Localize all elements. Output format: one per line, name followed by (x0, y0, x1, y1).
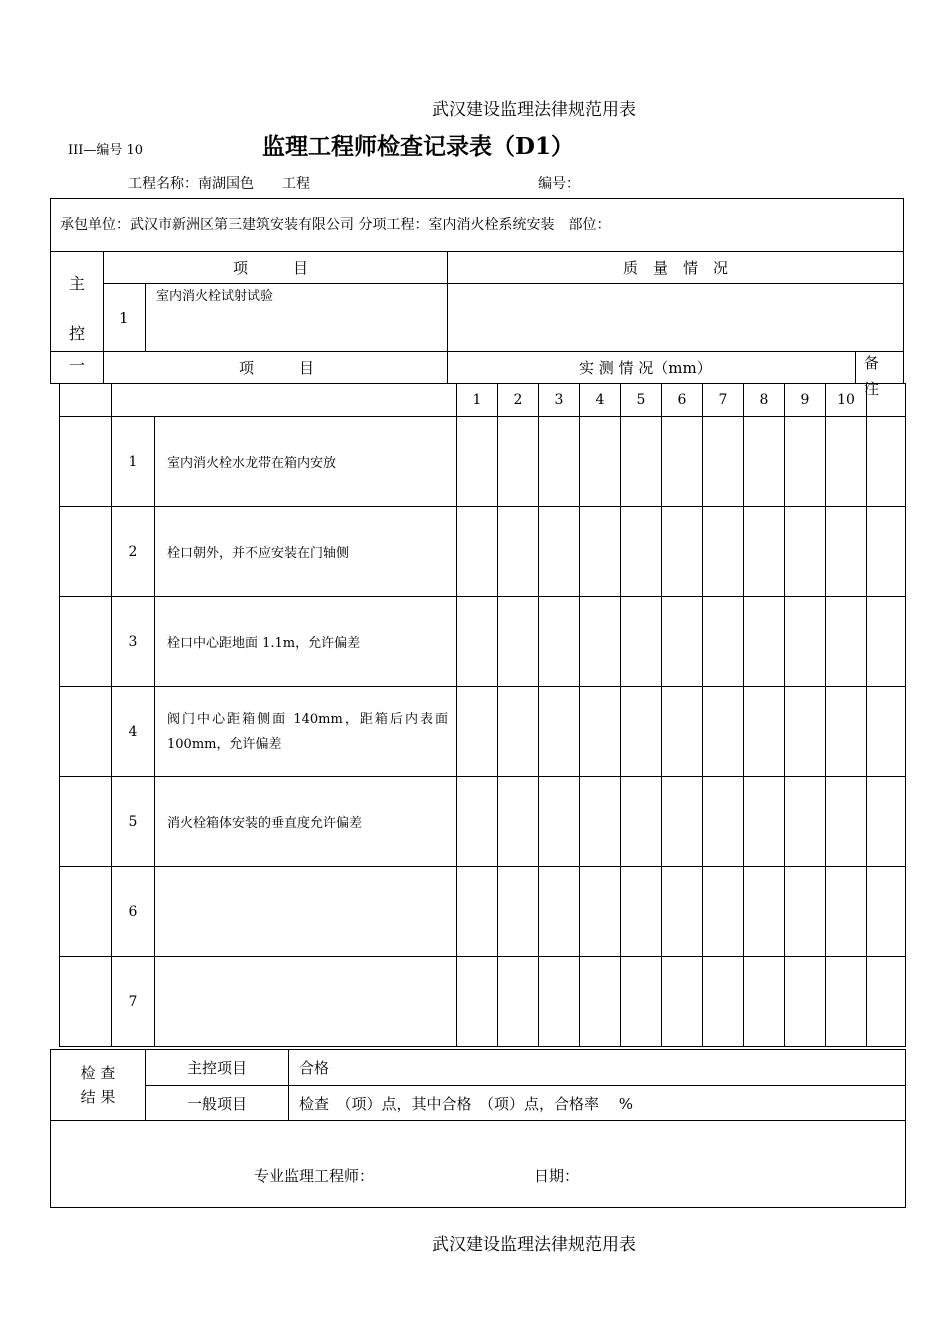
general-items-table (59, 380, 906, 1047)
row-item-text: 室内消火栓水龙带在箱内安放 (155, 417, 457, 507)
table-row (60, 417, 906, 507)
column-number: 4 (580, 384, 621, 417)
table-row (60, 867, 906, 957)
project-name: 工程名称：南湖国色 工程 (128, 176, 310, 192)
engineer-label: 专业监理工程师： (254, 1167, 375, 1185)
row-item-text: 栓口朝外，并不应安装在门轴侧 (155, 507, 457, 597)
contractor-line: 承包单位：武汉市新洲区第三建筑安装有限公司 分项工程：室内消火栓系统安装 部位： (60, 217, 611, 233)
table-row (60, 687, 906, 777)
page-title: 监理工程师检查记录表（D1） (262, 133, 574, 160)
inspection-result-table (50, 1049, 906, 1208)
signature-area (51, 1121, 906, 1208)
general-header-band (50, 351, 856, 384)
main-item-header: 项 目 (233, 259, 309, 277)
main-control-result: 合格 (289, 1050, 906, 1086)
main-control-label: 主控项目 (146, 1050, 289, 1086)
org-header: 武汉建设监理法律规范用表 (432, 100, 636, 120)
row-item-text: 栓口中心距地面 1.1m，允许偏差 (155, 597, 457, 687)
remark-header-cell (855, 351, 904, 398)
form-code: III—编号 10 (68, 143, 144, 158)
row-number: 4 (112, 687, 155, 777)
row-item-text: 阀门中心距箱侧面 140mm，距箱后内表面 100mm，允许偏差 (155, 687, 457, 777)
column-number: 8 (744, 384, 785, 417)
column-number: 7 (703, 384, 744, 417)
column-number: 1 (457, 384, 498, 417)
row-item-text (155, 867, 457, 957)
column-number: 9 (785, 384, 826, 417)
result-side-top: 检 查 (80, 1064, 116, 1082)
column-number: 5 (621, 384, 662, 417)
number-label: 编号： (538, 176, 580, 192)
column-number: 2 (498, 384, 539, 417)
row-number: 7 (112, 957, 155, 1047)
main-control-side-top: 主 (69, 274, 86, 293)
org-footer: 武汉建设监理法律规范用表 (432, 1235, 636, 1255)
remark-header-top: 备 (864, 354, 880, 372)
general-item-header: 项 目 (239, 359, 315, 377)
row-number: 1 (112, 417, 155, 507)
main-row-text: 室内消火栓试射试验 (156, 289, 274, 304)
remark-header-bottom: 注 (864, 380, 880, 398)
measure-header: 实 测 情 况（mm） (579, 359, 712, 377)
row-number: 2 (112, 507, 155, 597)
general-side-label: 一 (69, 356, 86, 375)
row-number: 5 (112, 777, 155, 867)
contractor-box (50, 198, 904, 252)
main-quality-header: 质 量 情 况 (623, 259, 729, 277)
row-item-text (155, 957, 457, 1047)
table-row (60, 777, 906, 867)
result-side-bottom: 结 果 (80, 1088, 116, 1106)
row-number: 3 (112, 597, 155, 687)
row-number: 6 (112, 867, 155, 957)
main-row-number: 1 (119, 309, 129, 327)
column-number: 6 (662, 384, 703, 417)
column-number: 10 (826, 384, 867, 417)
row-item-text: 消火栓箱体安装的垂直度允许偏差 (155, 777, 457, 867)
column-number: 3 (539, 384, 580, 417)
table-row (60, 957, 906, 1047)
main-control-block (50, 252, 904, 352)
main-control-side-bottom: 控 (69, 324, 86, 343)
general-items-result: 检查 （项）点，其中合格 （项）点，合格率 % (289, 1086, 906, 1121)
date-label: 日期： (534, 1167, 580, 1185)
general-items-label: 一般项目 (146, 1086, 289, 1121)
result-side-label (51, 1050, 146, 1121)
table-row (60, 507, 906, 597)
table-row (60, 597, 906, 687)
column-number-row (60, 384, 906, 417)
